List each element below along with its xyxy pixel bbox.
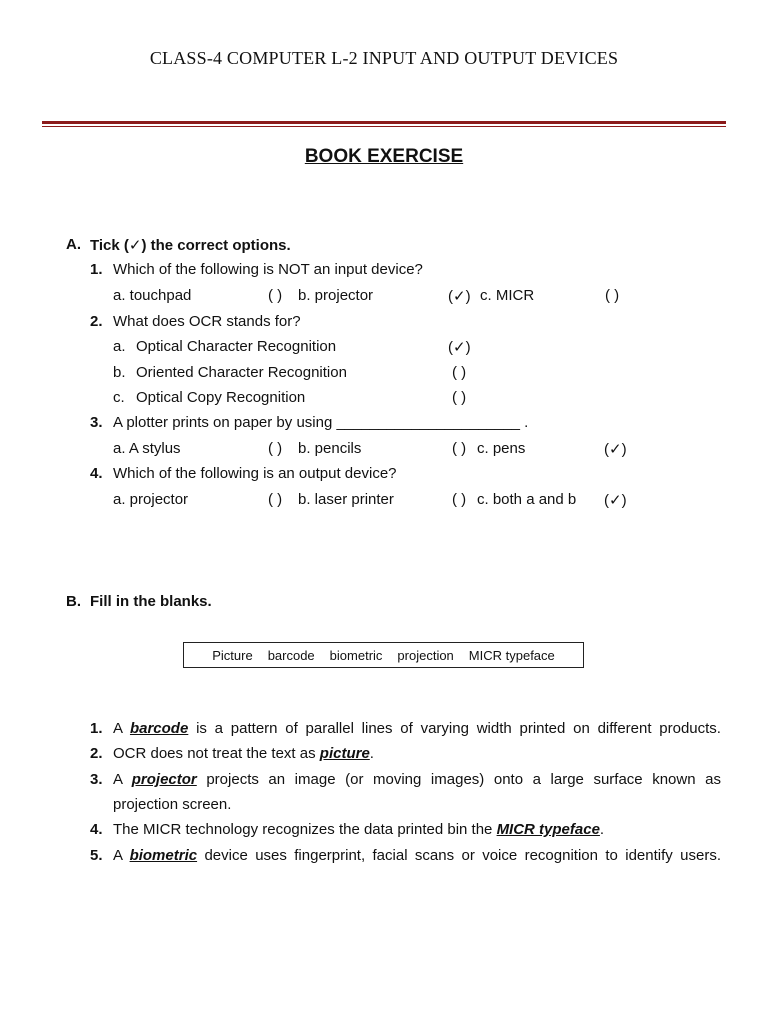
- sentence-start: A: [113, 771, 132, 788]
- option-mark: (✓): [448, 288, 471, 305]
- section-a-marker: A.: [66, 236, 81, 253]
- option-text: Optical Copy Recognition: [136, 389, 306, 406]
- sentence-end: projects an image (or moving images) onto a large surface known as: [196, 771, 721, 788]
- sentence-end: is a pattern of parallel lines of varying width printed on different products.: [188, 720, 721, 737]
- question-number: 3.: [90, 414, 103, 431]
- header-title: CLASS-4 COMPUTER L-2 INPUT AND OUTPUT DEVICES: [149, 48, 619, 68]
- item-number: 5.: [90, 847, 103, 864]
- option-label: b. laser printer: [298, 491, 394, 508]
- sentence-start: A: [113, 720, 130, 737]
- question-number: 2.: [90, 313, 103, 330]
- answer-word: barcode: [129, 720, 189, 737]
- header-rule-thick: [42, 121, 726, 124]
- option-label: c. MICR: [480, 287, 535, 304]
- option-mark: ( ): [605, 287, 620, 304]
- item-number: 4.: [90, 821, 103, 838]
- option-label: b.: [113, 364, 126, 381]
- option-mark: (✓): [448, 339, 471, 356]
- answer-word: projector: [131, 771, 197, 788]
- answer-word: MICR typeface: [496, 821, 600, 838]
- option-mark: ( ): [452, 440, 467, 457]
- item-number: 1.: [90, 720, 103, 737]
- sentence-end: .: [369, 745, 374, 762]
- question-text: Which of the following is an output device?: [113, 465, 397, 482]
- option-label: a. A stylus: [113, 440, 181, 457]
- option-label: a.: [113, 338, 126, 355]
- option-mark: (✓): [604, 492, 627, 509]
- question-text: What does OCR stands for?: [113, 313, 301, 330]
- sentence-start: OCR does not treat the text as: [113, 745, 320, 762]
- option-mark: ( ): [268, 440, 283, 457]
- option-mark: ( ): [452, 491, 467, 508]
- word-box-item: Picture: [212, 647, 253, 663]
- option-label: a. touchpad: [113, 287, 192, 304]
- option-label: c.: [113, 389, 125, 406]
- option-mark: (✓): [604, 441, 627, 458]
- question-number: 1.: [90, 261, 103, 278]
- sentence-start: The MICR technology recognizes the data printed bin the: [113, 821, 497, 838]
- item-number: 3.: [90, 771, 103, 788]
- word-box-item: projection: [397, 647, 454, 663]
- option-label: a. projector: [113, 491, 189, 508]
- option-mark: ( ): [268, 491, 283, 508]
- word-box-item: biometric: [329, 647, 383, 663]
- fill-sentence: [113, 847, 721, 864]
- option-mark: ( ): [268, 287, 283, 304]
- fill-sentence: [113, 771, 721, 788]
- header-rule-thin: [42, 126, 726, 127]
- question-text: A plotter prints on paper by using ______________________ .: [113, 414, 529, 431]
- option-label: b. pencils: [298, 440, 362, 457]
- section-b-heading: Fill in the blanks.: [90, 593, 212, 610]
- page-title: BOOK EXERCISE: [304, 146, 464, 167]
- sentence-end: device uses fingerprint, facial scans or voice recognition to identify users.: [197, 847, 721, 864]
- sentence-end: .: [599, 821, 605, 838]
- option-label: c. pens: [477, 440, 526, 457]
- answer-word: picture: [319, 745, 370, 762]
- question-text: Which of the following is NOT an input device?: [113, 261, 423, 278]
- word-box-item: MICR typeface: [468, 647, 555, 663]
- section-a-heading: Tick (✓) the correct options.: [90, 237, 291, 254]
- item-number: 2.: [90, 745, 103, 762]
- word-box-item: barcode: [267, 647, 315, 663]
- question-number: 4.: [90, 465, 103, 482]
- option-mark: ( ): [452, 364, 467, 381]
- section-b-marker: B.: [66, 593, 81, 610]
- sentence-start: A: [113, 847, 130, 864]
- option-text: Optical Character Recognition: [136, 338, 337, 355]
- sentence-continuation: projection screen.: [113, 796, 232, 813]
- option-mark: ( ): [452, 389, 467, 406]
- option-label: b. projector: [298, 287, 374, 304]
- answer-word: biometric: [129, 847, 198, 864]
- fill-sentence: [113, 821, 604, 838]
- fill-sentence: [113, 720, 721, 737]
- word-box: [183, 642, 584, 668]
- option-text: Oriented Character Recognition: [136, 364, 347, 381]
- fill-sentence: [113, 745, 374, 762]
- option-label: c. both a and b: [477, 491, 577, 508]
